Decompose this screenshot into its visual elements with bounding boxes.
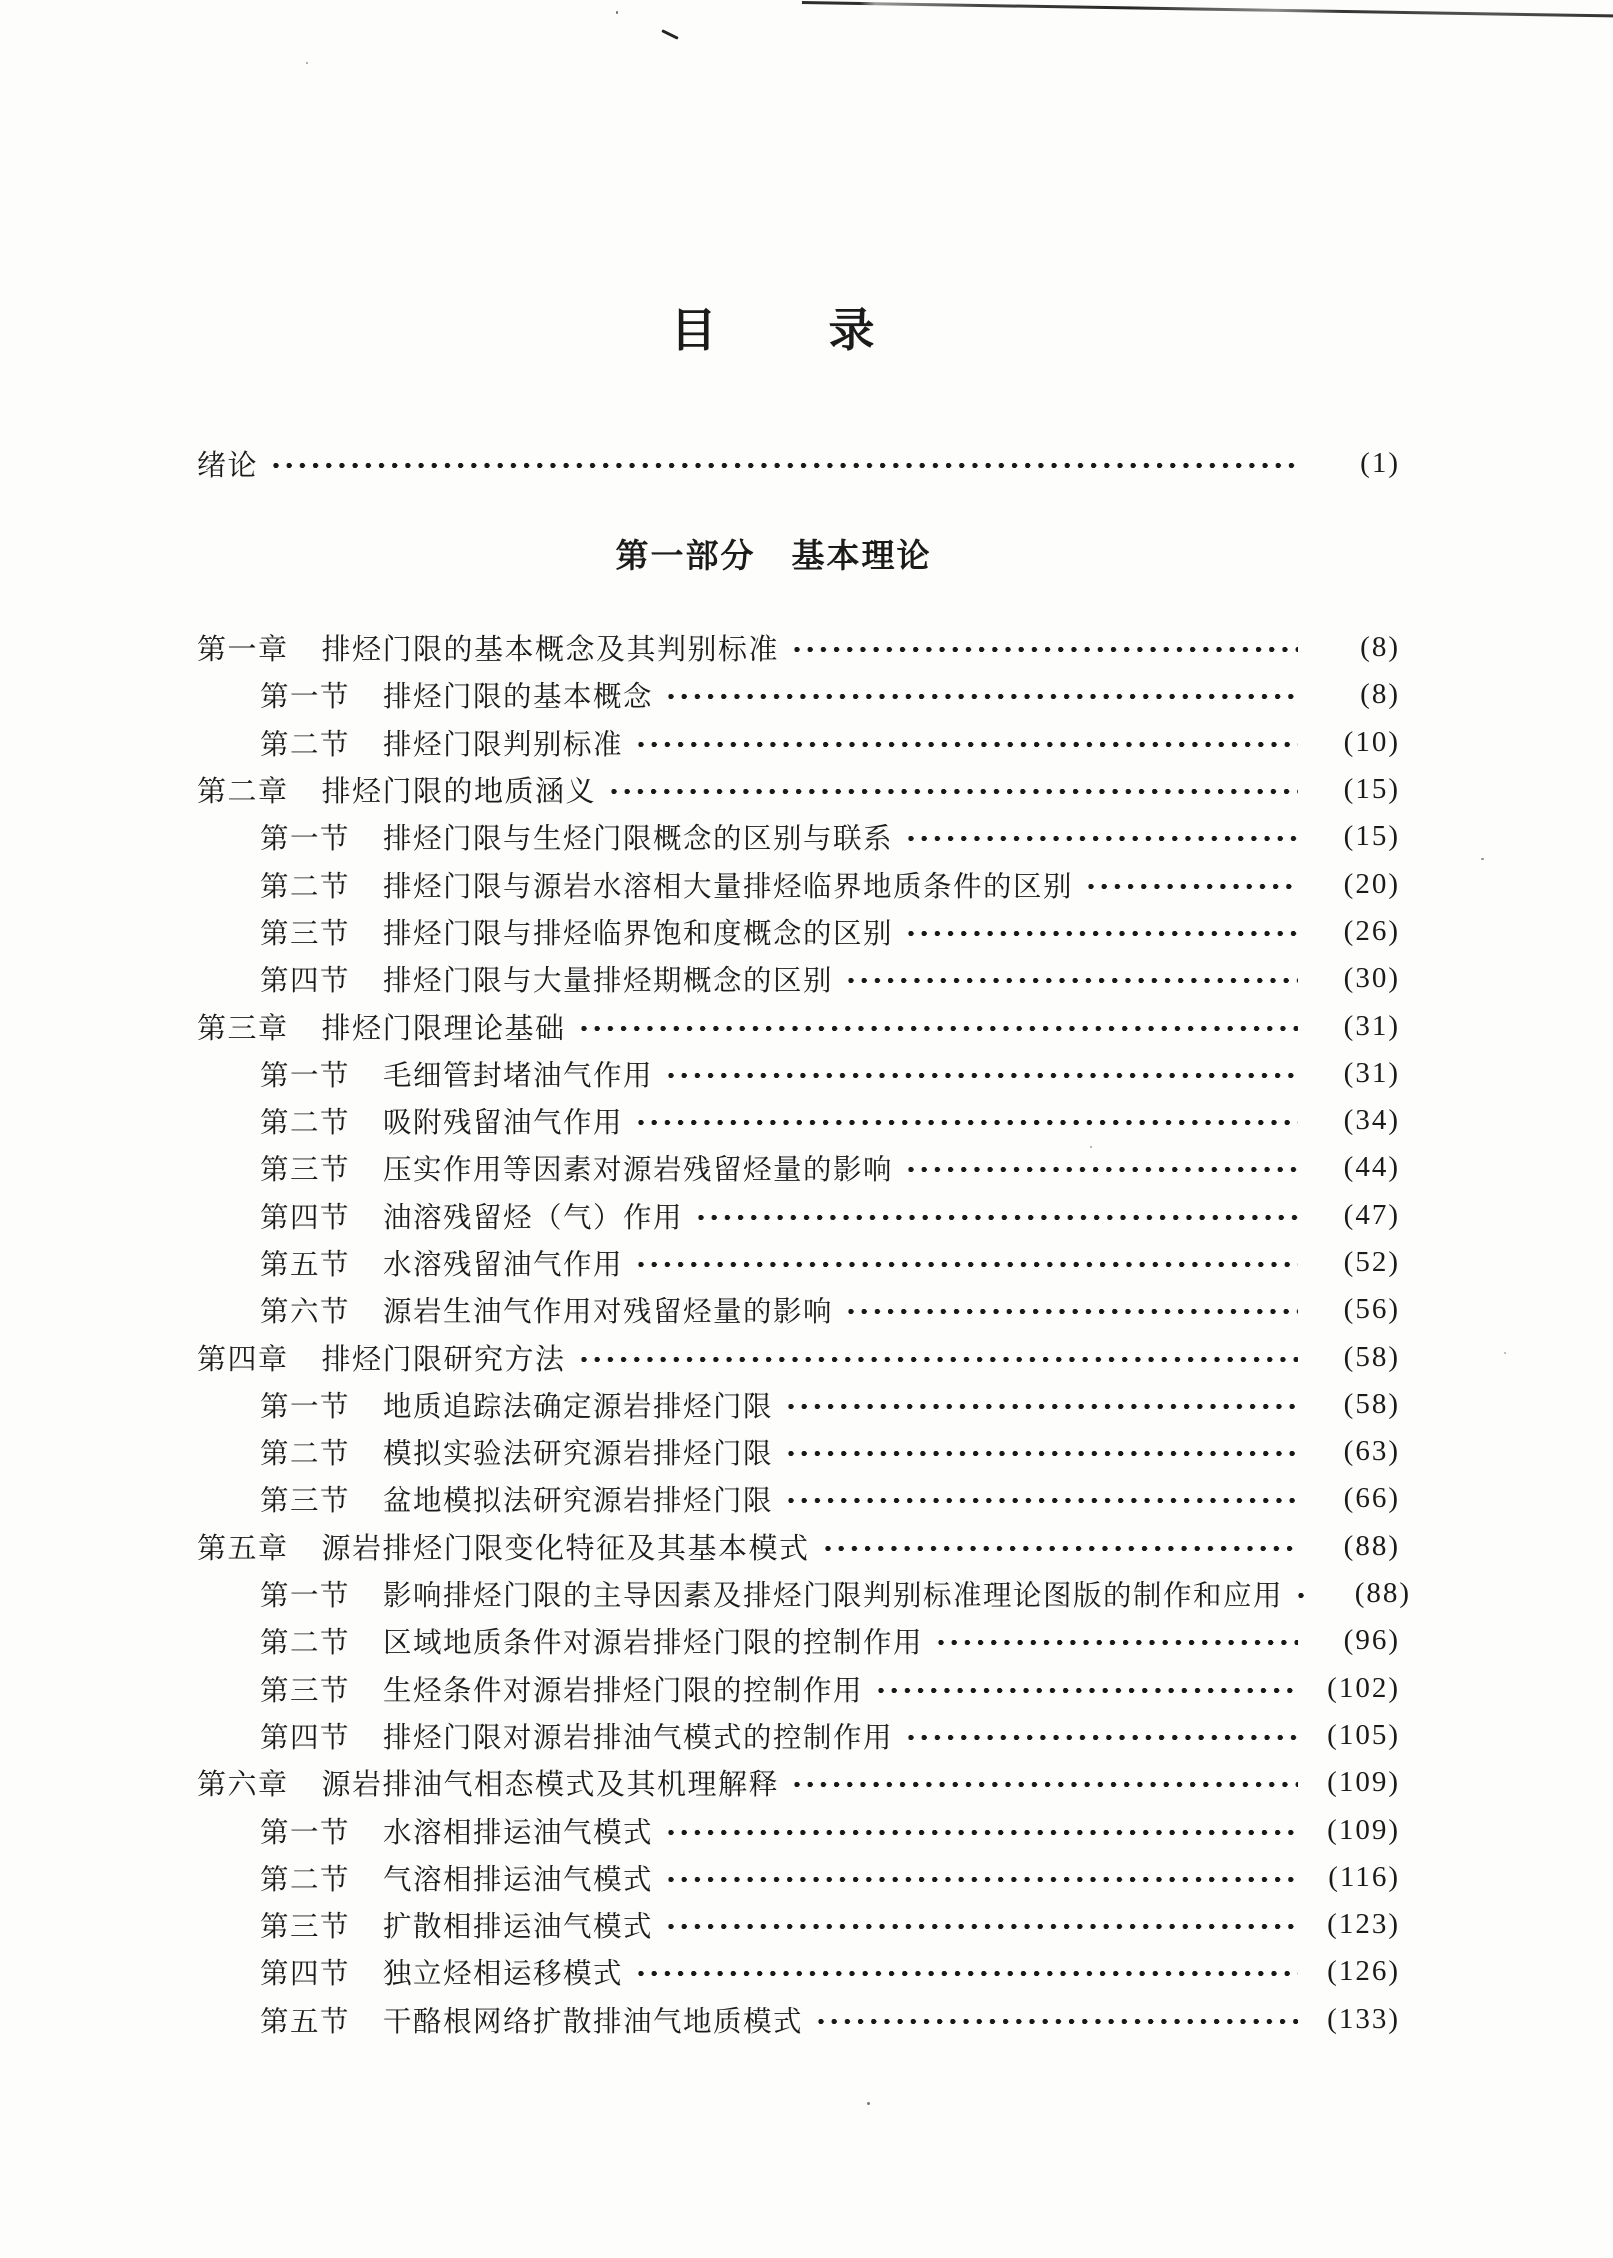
toc-entry [0,671,1613,718]
toc-entry-title: 生烃条件对源岩排烃门限的控制作用 [383,1675,864,1707]
dot-leader [905,1733,1298,1742]
toc-entry-label: 第二节 [260,1108,351,1140]
dot-leader [935,1638,1298,1647]
dot-leader [815,2017,1298,2026]
dot-leader [635,1969,1298,1978]
dot-leader [875,1686,1298,1695]
toc-entry-title: 排烃门限的地质涵义 [321,776,597,809]
toc-entry-title: 干酪根网络扩散排油气地质模式 [383,2006,804,2038]
toc-entry-intro [0,438,1613,488]
toc-entry-page: (52) [1343,1246,1400,1278]
toc-entry-page: (102) [1327,1671,1400,1704]
dot-leader [791,1780,1298,1789]
dot-leader [845,976,1298,985]
toc-entry [0,1948,1613,1995]
dot-leader [665,1071,1298,1080]
toc-entry-title: 吸附残留油气作用 [383,1108,624,1140]
toc-entry-label: 第二节 [260,1439,351,1471]
toc-entry-page: (96) [1343,1624,1400,1657]
toc-entry-title: 水溶相排运油气模式 [383,1817,654,1849]
toc-entry [0,1665,1613,1712]
scan-speck [306,62,308,64]
toc-entry-page: (109) [1327,1766,1400,1799]
toc-entry-label: 第二节 [260,1628,351,1660]
toc-entry-page: (8) [1360,678,1400,711]
toc-entry-label: 第五章 [197,1532,289,1565]
toc-entry-label: 第四章 [197,1343,289,1376]
toc-entry [0,766,1613,813]
toc-entry-title: 源岩排烃门限变化特征及其基本模式 [321,1532,810,1565]
toc-list [0,624,1613,2043]
toc-entry-label: 第二节 [260,871,351,903]
toc-entry [0,624,1613,671]
dot-leader [845,1307,1298,1316]
toc-entry-title: 地质追踪法确定源岩排烃门限 [383,1391,774,1423]
toc-entry-page: (88) [1343,1529,1400,1562]
toc-entry-title: 源岩排油气相态模式及其机理解释 [321,1769,780,1802]
toc-entry [0,1239,1613,1286]
part-heading [0,530,1547,577]
toc-entry-label: 第六章 [197,1769,289,1802]
toc-entry-title: 排烃门限研究方法 [321,1343,566,1376]
toc-entry [0,1286,1613,1333]
toc-entry-title: 区域地质条件对源岩排烃门限的控制作用 [383,1628,924,1660]
dot-leader [665,692,1298,701]
part-heading-number: 第一部分 [615,539,756,575]
toc-entry-page: (133) [1327,2002,1400,2035]
toc-entry-page: (88) [1354,1577,1412,1610]
toc-entry-page: (1) [1360,446,1400,479]
dot-leader [578,1024,1298,1033]
toc-entry [0,1854,1613,1901]
toc-entry-label: 第五节 [260,2006,351,2038]
toc-entry-title: 影响排烃门限的主导因素及排烃门限判别标准理论图版的制作和应用 [383,1581,1284,1613]
scan-speck [616,11,618,14]
toc-entry-label: 第二节 [260,729,351,761]
toc-entry-page: (15) [1343,773,1400,806]
toc-entry-title: 毛细管封堵油气作用 [383,1060,654,1092]
toc-entry-title: 排烃门限与生烃门限概念的区别与联系 [383,824,894,856]
toc-entry-label: 第六节 [260,1297,351,1329]
dot-leader [785,1449,1298,1458]
toc-entry [0,1617,1613,1664]
toc-entry-title: 排烃门限理论基础 [321,1012,566,1045]
toc-entry [0,908,1613,955]
toc-entry-page: (47) [1343,1198,1400,1231]
toc-entry-page: (31) [1343,1056,1400,1089]
toc-entry-label: 第三节 [260,1155,351,1187]
toc-entry-title: 盆地模拟法研究源岩排烃门限 [383,1486,774,1518]
toc-entry-title: 排烃门限对源岩排油气模式的控制作用 [383,1722,894,1754]
toc-entry-page: (15) [1343,820,1400,853]
toc-entry-page: (105) [1327,1718,1400,1751]
toc-entry-label: 第一节 [260,824,351,856]
toc-entry [0,1712,1613,1759]
dot-leader [665,1875,1298,1884]
toc-entry-page: (10) [1343,725,1400,758]
dot-leader [785,1402,1298,1411]
page-title-char: 录 [828,305,877,356]
toc-entry-title: 扩散相排运油气模式 [383,1912,654,1944]
toc-entry [0,1759,1613,1806]
toc-entry [0,860,1613,907]
toc-entry-label: 第三节 [260,1675,351,1707]
toc-entry-label: 第四节 [260,1959,351,1991]
dot-leader [665,1922,1298,1931]
toc-entry-title: 气溶相排运油气模式 [383,1864,654,1896]
dot-leader [608,787,1298,796]
toc-entry-title: 油溶残留烃（气）作用 [383,1202,684,1234]
part-heading-name: 基本理论 [791,539,932,575]
toc-entry [0,1381,1613,1428]
toc-entry-page: (123) [1327,1908,1400,1941]
toc-entry-page: (56) [1343,1293,1400,1326]
toc-entry-label: 第二节 [260,1864,351,1896]
toc-entry [0,1996,1613,2043]
toc-entry-title: 排烃门限的基本概念及其判别标准 [321,634,780,667]
toc-entry [0,1570,1613,1617]
dot-leader [665,1828,1298,1837]
toc-entry-title: 排烃门限与大量排烃期概念的区别 [383,966,834,998]
toc-entry-page: (63) [1343,1435,1400,1468]
dot-leader [635,1118,1298,1127]
toc-entry [0,1806,1613,1853]
dot-leader [1295,1591,1309,1600]
toc-entry-page: (26) [1343,914,1400,947]
toc-entry-page: (109) [1327,1813,1400,1846]
toc-entry-title: 独立烃相运移模式 [383,1959,624,1991]
toc-entry-label: 第一节 [260,1817,351,1849]
toc-entry [0,1050,1613,1097]
toc-entry [0,813,1613,860]
dot-leader [270,461,1298,470]
toc-entry-label: 绪论 [197,449,259,482]
toc-entry [0,1144,1613,1191]
toc-entry [0,1428,1613,1475]
toc-entry-label: 第五节 [260,1250,351,1281]
scan-edge-line [802,1,1613,18]
toc-entry-label: 第一章 [197,634,289,667]
toc-entry-label: 第一节 [260,682,351,714]
scan-mark-tilde [661,29,678,40]
dot-leader [905,834,1298,843]
toc-entry-page: (31) [1343,1009,1400,1042]
dot-leader [905,1165,1298,1174]
toc-entry [0,1097,1613,1144]
dot-leader [578,1355,1298,1364]
toc-entry-label: 第二章 [197,776,289,809]
toc-entry-title: 排烃门限的基本概念 [383,682,654,714]
toc-entry-page: (20) [1343,867,1400,900]
dot-leader [791,645,1298,654]
toc-entry-title: 排烃门限判别标准 [383,729,624,761]
toc-entry-title: 排烃门限与源岩水溶相大量排烃临界地质条件的区别 [383,871,1074,903]
toc-entry-title: 排烃门限与排烃临界饱和度概念的区别 [383,918,894,950]
page-title-char: 目 [670,305,719,356]
toc-entry-title: 模拟实验法研究源岩排烃门限 [383,1439,774,1471]
toc-entry [0,1333,1613,1380]
toc-entry-label: 第四节 [260,1202,351,1234]
dot-leader [695,1213,1298,1222]
toc-entry-page: (116) [1328,1860,1400,1893]
toc-entry-label: 第一节 [260,1060,351,1092]
toc-entry [0,1192,1613,1239]
toc-entry [0,1523,1613,1570]
dot-leader [635,1260,1298,1269]
toc-entry [0,1002,1613,1049]
dot-leader [1085,882,1298,891]
dot-leader [905,929,1298,938]
toc-entry-label: 第四节 [260,966,351,998]
toc-entry [0,1901,1613,1948]
dot-leader [785,1496,1298,1505]
toc-entry-label: 第一节 [260,1391,351,1423]
toc-entry [0,719,1613,766]
dot-leader [635,740,1298,749]
toc-entry [0,1475,1613,1522]
toc-entry-title: 水溶残留油气作用 [383,1250,624,1281]
toc-entry-page: (44) [1343,1151,1400,1184]
toc-entry-title: 压实作用等因素对源岩残留烃量的影响 [383,1155,894,1187]
toc-entry-page: (30) [1343,962,1400,995]
toc-entry-page: (58) [1343,1340,1400,1373]
toc-entry-page: (66) [1343,1482,1400,1515]
toc-entry-page: (58) [1343,1387,1400,1420]
toc-entry-page: (8) [1360,631,1400,664]
toc-entry-label: 第三节 [260,1912,351,1944]
toc-entry-title: 源岩生油气作用对残留烃量的影响 [383,1297,834,1329]
toc-entry-label: 第三节 [260,918,351,950]
toc-entry-label: 第三章 [197,1012,289,1045]
scan-speck [867,2102,870,2105]
toc-entry-label: 第一节 [260,1581,351,1613]
toc-entry-page: (34) [1343,1104,1400,1137]
toc-entry-label: 第三节 [260,1486,351,1518]
dot-leader [822,1544,1298,1553]
toc-entry-label: 第四节 [260,1722,351,1754]
page-title [0,294,1547,360]
toc-entry-page: (126) [1327,1955,1400,1988]
toc-entry [0,955,1613,1002]
